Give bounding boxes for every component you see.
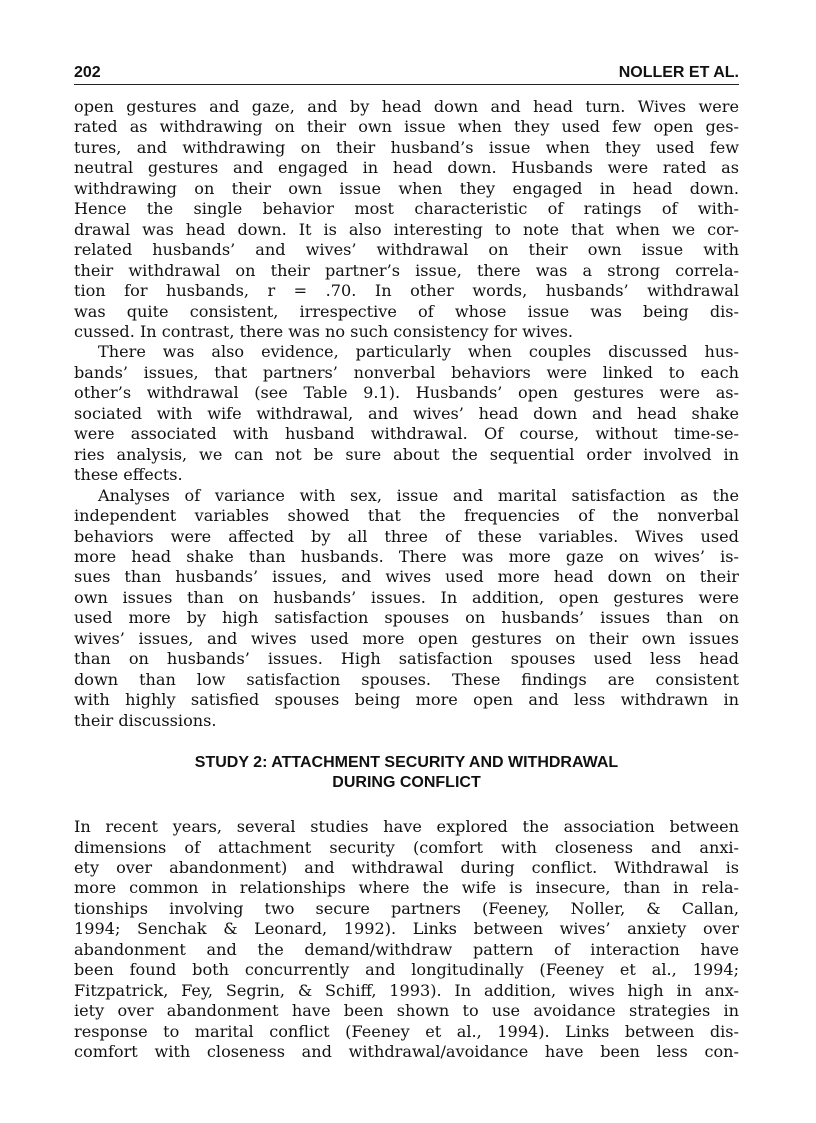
paragraph-3 xyxy=(74,486,739,731)
text-line: more common in relationships where the wife is insecure, than in rela- xyxy=(74,878,739,898)
text-line: wives’ issues, and wives used more open gestures on their own issues xyxy=(74,628,739,648)
text-line: tures, and withdrawing on their husband’s issue when they used few xyxy=(74,137,739,157)
text-line: bands’ issues, that partners’ nonverbal behaviors were linked to each xyxy=(74,362,739,382)
section-heading xyxy=(74,753,739,793)
text-line: been found both concurrently and longitudinally (Feeney et al., 1994; xyxy=(74,960,739,980)
text-line: ries analysis, we can not be sure about the sequential order involved in xyxy=(74,444,739,464)
paragraph-2 xyxy=(74,342,739,485)
section-heading-line: DURING CONFLICT xyxy=(332,774,481,792)
text-line: withdrawing on their own issue when they engaged in head down. xyxy=(74,178,739,198)
text-line: rated as withdrawing on their own issue when they used few open ges- xyxy=(74,117,739,137)
text-line: Fitzpatrick, Fey, Segrin, & Schiff, 1993). In addition, wives high in anx- xyxy=(74,980,739,1000)
text-line: cussed. In contrast, there was no such consistency for wives. xyxy=(74,321,573,341)
running-header xyxy=(74,62,739,85)
text-line: Hence the single behavior most characteristic of ratings of with- xyxy=(74,199,739,219)
text-line: down than low satisfaction spouses. These findings are consistent xyxy=(74,669,739,689)
text-line: own issues than on husbands’ issues. In addition, open gestures were xyxy=(74,587,739,607)
text-line: independent variables showed that the frequencies of the nonverbal xyxy=(74,506,739,526)
text-line: sues than husbands’ issues, and wives used more head down on their xyxy=(74,567,739,587)
text-line: neutral gestures and engaged in head down. Husbands were rated as xyxy=(74,158,739,178)
text-line: these effects. xyxy=(74,465,183,485)
paragraph-4 xyxy=(74,817,739,1062)
text-line: than on husbands’ issues. High satisfaction spouses used less head xyxy=(74,649,739,669)
text-line: In recent years, several studies have explored the association between xyxy=(74,817,739,837)
text-line: response to marital conflict (Feeney et al., 1994). Links between dis- xyxy=(74,1021,739,1041)
text-line: drawal was head down. It is also interesting to note that when we cor- xyxy=(74,219,739,239)
text-line: was quite consistent, irrespective of whose issue was being dis- xyxy=(74,301,739,321)
text-line: sociated with wife withdrawal, and wives’ head down and head shake xyxy=(74,403,739,423)
text-line: were associated with husband withdrawal. Of course, without time-se- xyxy=(74,424,739,444)
text-line: tion for husbands, r = .70. In other words, husbands’ withdrawal xyxy=(74,281,739,301)
text-line: Analyses of variance with sex, issue and marital satisfaction as the xyxy=(98,485,739,505)
text-line: used more by high satisfaction spouses on husbands’ issues than on xyxy=(74,608,739,628)
text-line: their withdrawal on their partner’s issue, there was a strong correla- xyxy=(74,260,739,280)
section-heading-line: STUDY 2: ATTACHMENT SECURITY AND WITHDRAWAL xyxy=(194,754,619,772)
text-line: dimensions of attachment security (comfort with closeness and anxi- xyxy=(74,837,739,857)
text-line: iety over abandonment have been shown to use avoidance strategies in xyxy=(74,1001,739,1021)
text-line: more head shake than husbands. There was more gaze on wives’ is- xyxy=(74,546,739,566)
page-number: 202 xyxy=(74,64,101,81)
text-line: other’s withdrawal (see Table 9.1). Husbands’ open gestures were as- xyxy=(74,383,739,403)
text-line: ety over abandonment) and withdrawal during conflict. Withdrawal is xyxy=(74,857,739,877)
text-line: related husbands’ and wives’ withdrawal on their own issue with xyxy=(74,240,739,260)
text-line: abandonment and the demand/withdraw pattern of interaction have xyxy=(74,939,739,959)
text-line: behaviors were affected by all three of these variables. Wives used xyxy=(74,526,739,546)
text-line: their discussions. xyxy=(74,710,217,730)
text-line: comfort with closeness and withdrawal/avoidance have been less con- xyxy=(74,1042,739,1062)
text-line: tionships involving two secure partners (Feeney, Noller, & Callan, xyxy=(74,898,739,918)
paragraph-1 xyxy=(74,97,739,342)
text-line: There was also evidence, particularly when couples discussed hus- xyxy=(98,342,739,362)
running-head-authors: NOLLER ET AL. xyxy=(618,64,739,81)
text-line: 1994; Senchak & Leonard, 1992). Links between wives’ anxiety over xyxy=(74,919,739,939)
text-line: with highly satisfied spouses being more open and less withdrawn in xyxy=(74,690,739,710)
text-line: open gestures and gaze, and by head down and head turn. Wives were xyxy=(74,97,739,116)
page-body xyxy=(74,97,739,1062)
